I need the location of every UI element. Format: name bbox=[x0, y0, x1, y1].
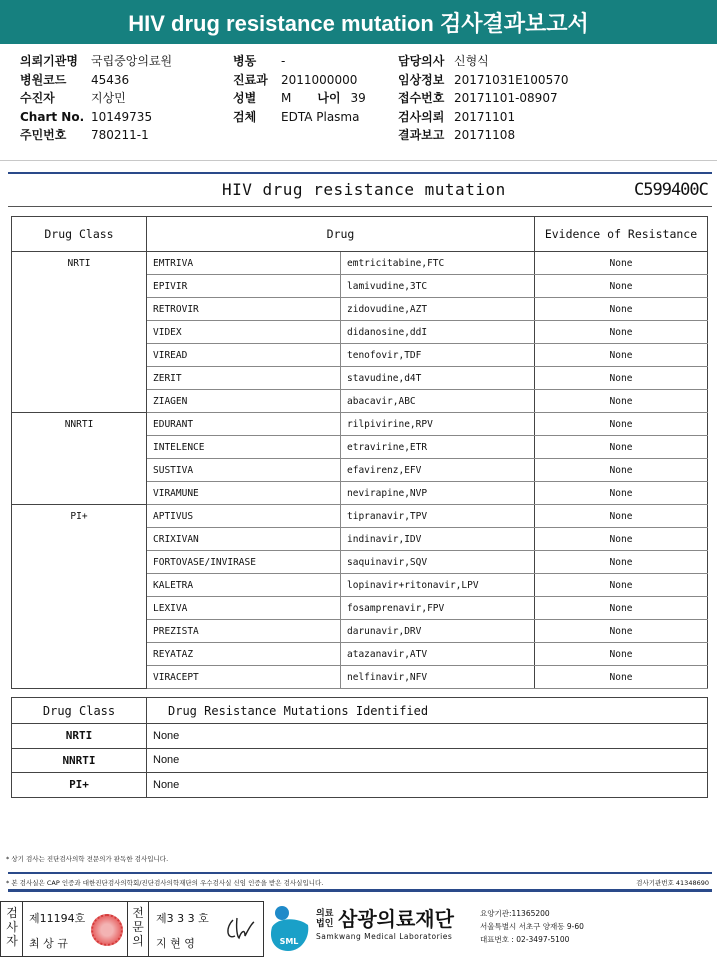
info-label: 임상정보 bbox=[398, 72, 445, 87]
brand-name-cell: INTELENCE bbox=[147, 436, 341, 459]
signer2-name: 지 현 영 bbox=[156, 937, 195, 950]
evidence-cell: None bbox=[535, 252, 708, 275]
evidence-cell: None bbox=[535, 482, 708, 505]
info-label: 접수번호 bbox=[398, 91, 445, 105]
info-row bbox=[398, 126, 568, 145]
table-row bbox=[12, 413, 708, 436]
evidence-cell: None bbox=[535, 620, 708, 643]
info-row bbox=[398, 89, 568, 108]
info-row bbox=[233, 71, 366, 90]
age-label: 나이 bbox=[317, 91, 341, 105]
signer1-role: 검사자 bbox=[6, 906, 18, 948]
mutations-header-class: Drug Class bbox=[12, 698, 147, 724]
report-title: HIV drug resistance mutation bbox=[222, 180, 506, 199]
evidence-cell: None bbox=[535, 551, 708, 574]
generic-name-cell: nevirapine,NVP bbox=[341, 482, 535, 505]
evidence-cell: None bbox=[535, 597, 708, 620]
signature-box bbox=[0, 901, 264, 957]
info-label: 성별 bbox=[233, 91, 257, 105]
brand-name-cell: EMTRIVA bbox=[147, 252, 341, 275]
org-name: 삼광의료재단 bbox=[338, 907, 454, 931]
info-label: 검사의뢰 bbox=[398, 109, 445, 124]
brand-name-cell: PREZISTA bbox=[147, 620, 341, 643]
brand-name-cell: EDURANT bbox=[147, 413, 341, 436]
generic-name-cell: lamivudine,3TC bbox=[341, 275, 535, 298]
drug-class-cell: PI+ bbox=[12, 505, 147, 689]
drug-class-cell: NNRTI bbox=[12, 413, 147, 505]
info-label: 검체 bbox=[233, 109, 257, 124]
generic-name-cell: efavirenz,EFV bbox=[341, 459, 535, 482]
generic-name-cell: emtricitabine,FTC bbox=[341, 252, 535, 275]
evidence-cell: None bbox=[535, 275, 708, 298]
table-row bbox=[12, 505, 708, 528]
generic-name-cell: abacavir,ABC bbox=[341, 390, 535, 413]
info-label: 수진자 bbox=[20, 91, 55, 105]
drug-class-cell: NRTI bbox=[12, 252, 147, 413]
report-header-title: HIV drug resistance mutation 검사결과보고서 bbox=[0, 0, 717, 44]
evidence-cell: None bbox=[535, 574, 708, 597]
mutations-header-identified: Drug Resistance Mutations Identified bbox=[147, 698, 708, 724]
org-phone: 대표번호 : 02-3497-5100 bbox=[480, 935, 570, 944]
signer1-license: 제11194호 bbox=[29, 912, 86, 925]
generic-name-cell: tenofovir,TDF bbox=[341, 344, 535, 367]
evidence-cell: None bbox=[535, 367, 708, 390]
handwritten-signature-icon bbox=[223, 914, 257, 944]
generic-name-cell: atazanavir,ATV bbox=[341, 643, 535, 666]
generic-name-cell: saquinavir,SQV bbox=[341, 551, 535, 574]
info-label: 주민번호 bbox=[20, 128, 67, 142]
patient-info-col2 bbox=[233, 52, 366, 126]
evidence-cell: None bbox=[535, 528, 708, 551]
footer-rule-2 bbox=[8, 889, 712, 892]
evidence-cell: None bbox=[535, 298, 708, 321]
info-row bbox=[233, 52, 366, 71]
info-row bbox=[398, 52, 568, 71]
brand-name-cell: KALETRA bbox=[147, 574, 341, 597]
info-value: 지상민 bbox=[91, 91, 126, 105]
info-label: 담당의사 bbox=[398, 54, 445, 68]
generic-name-cell: stavudine,d4T bbox=[341, 367, 535, 390]
evidence-cell: None bbox=[535, 321, 708, 344]
generic-name-cell: zidovudine,AZT bbox=[341, 298, 535, 321]
info-value: 2011000000 bbox=[281, 72, 358, 87]
generic-name-cell: tipranavir,TPV bbox=[341, 505, 535, 528]
info-label: Chart No. bbox=[20, 109, 85, 124]
generic-name-cell: darunavir,DRV bbox=[341, 620, 535, 643]
evidence-cell: None bbox=[535, 436, 708, 459]
mutation-result-cell: None bbox=[147, 773, 708, 798]
brand-name-cell: SUSTIVA bbox=[147, 459, 341, 482]
info-row bbox=[20, 126, 172, 145]
info-label: 병원코드 bbox=[20, 72, 67, 87]
brand-name-cell: VIDEX bbox=[147, 321, 341, 344]
generic-name-cell: didanosine,ddI bbox=[341, 321, 535, 344]
brand-name-cell: RETROVIR bbox=[147, 298, 341, 321]
header-evidence: Evidence of Resistance bbox=[535, 217, 708, 252]
brand-name-cell: VIRAMUNE bbox=[147, 482, 341, 505]
brand-name-cell: LEXIVA bbox=[147, 597, 341, 620]
evidence-cell: None bbox=[535, 413, 708, 436]
info-value: - bbox=[281, 54, 286, 68]
info-row bbox=[233, 108, 366, 127]
report-code: C599400C bbox=[634, 180, 708, 200]
info-value: 20171101 bbox=[454, 109, 516, 124]
info-label: 병동 bbox=[233, 54, 257, 68]
info-value: M bbox=[281, 91, 292, 105]
sml-logo-icon bbox=[268, 903, 312, 953]
report-top-rule bbox=[8, 172, 712, 174]
brand-name-cell: CRIXIVAN bbox=[147, 528, 341, 551]
brand-name-cell: ZIAGEN bbox=[147, 390, 341, 413]
signer1-name: 최 상 규 bbox=[29, 937, 68, 950]
signer2-license: 제3 3 3 호 bbox=[156, 912, 209, 925]
drug-resistance-table bbox=[11, 216, 708, 689]
table-row bbox=[12, 724, 708, 749]
info-row bbox=[398, 71, 568, 90]
info-row bbox=[20, 52, 172, 71]
table-row bbox=[12, 252, 708, 275]
org-facility-code: 요양기관:11365200 bbox=[480, 909, 550, 918]
brand-name-cell: VIRACEPT bbox=[147, 666, 341, 689]
evidence-cell: None bbox=[535, 459, 708, 482]
info-label: 진료과 bbox=[233, 72, 268, 87]
info-row bbox=[20, 89, 172, 108]
mutations-table bbox=[11, 697, 708, 798]
brand-name-cell: VIREAD bbox=[147, 344, 341, 367]
org-street-address: 서울특별시 서초구 양재동 9-60 bbox=[480, 922, 584, 931]
mutation-result-cell: None bbox=[147, 748, 708, 773]
info-value: EDTA Plasma bbox=[281, 109, 360, 124]
evidence-cell: None bbox=[535, 390, 708, 413]
info-label: 의뢰기관명 bbox=[20, 54, 78, 68]
info-row bbox=[20, 71, 172, 90]
header-separator bbox=[0, 160, 717, 161]
info-value: 20171031E100570 bbox=[454, 72, 569, 87]
generic-name-cell: etravirine,ETR bbox=[341, 436, 535, 459]
brand-name-cell: APTIVUS bbox=[147, 505, 341, 528]
evidence-cell: None bbox=[535, 505, 708, 528]
patient-info-col3 bbox=[398, 52, 568, 145]
info-value: 국립중앙의료원 bbox=[91, 54, 173, 68]
info-value: 신형식 bbox=[454, 54, 489, 68]
generic-name-cell: fosamprenavir,FPV bbox=[341, 597, 535, 620]
org-english-name: Samkwang Medical Laboratories bbox=[316, 932, 453, 941]
info-value: 10149735 bbox=[91, 109, 153, 124]
info-row bbox=[398, 108, 568, 127]
age-value: 39 bbox=[350, 91, 366, 105]
generic-name-cell: indinavir,IDV bbox=[341, 528, 535, 551]
header-drug-class: Drug Class bbox=[12, 217, 147, 252]
footer-note-2: * 본 검사실은 CAP 인증과 대한진단검사의학회/진단검사의학재단의 우수검사실 신임 인증을 받은 검사실입니다. bbox=[6, 879, 324, 887]
table-row bbox=[12, 773, 708, 798]
generic-name-cell: nelfinavir,NFV bbox=[341, 666, 535, 689]
mutation-class-cell: NNRTI bbox=[12, 748, 147, 773]
patient-info-col1 bbox=[20, 52, 172, 145]
footer-rule-1 bbox=[8, 872, 712, 874]
generic-name-cell: rilpivirine,RPV bbox=[341, 413, 535, 436]
info-value: 780211-1 bbox=[91, 128, 149, 142]
report-title-rule bbox=[8, 206, 712, 207]
info-value: 20171108 bbox=[454, 128, 516, 142]
header-drug: Drug bbox=[147, 217, 535, 252]
evidence-cell: None bbox=[535, 666, 708, 689]
info-row bbox=[20, 108, 172, 127]
lab-registration-number: 검사기관번호 41348690 bbox=[636, 879, 709, 887]
info-label: 결과보고 bbox=[398, 128, 445, 142]
brand-name-cell: REYATAZ bbox=[147, 643, 341, 666]
org-legal-type: 의료법인 bbox=[316, 909, 334, 929]
brand-name-cell: FORTOVASE/INVIRASE bbox=[147, 551, 341, 574]
generic-name-cell: lopinavir+ritonavir,LPV bbox=[341, 574, 535, 597]
mutation-class-cell: NRTI bbox=[12, 724, 147, 749]
org-address bbox=[480, 907, 584, 946]
info-value: 20171101-08907 bbox=[454, 91, 558, 105]
mutation-class-cell: PI+ bbox=[12, 773, 147, 798]
brand-name-cell: EPIVIR bbox=[147, 275, 341, 298]
table-row bbox=[12, 748, 708, 773]
signer2-role: 전문의 bbox=[132, 906, 144, 948]
official-seal-icon bbox=[91, 914, 123, 946]
brand-name-cell: ZERIT bbox=[147, 367, 341, 390]
logo-text: SML bbox=[279, 937, 299, 946]
evidence-cell: None bbox=[535, 344, 708, 367]
info-row bbox=[233, 89, 366, 108]
evidence-cell: None bbox=[535, 643, 708, 666]
mutation-result-cell: None bbox=[147, 724, 708, 749]
info-value: 45436 bbox=[91, 72, 130, 87]
footer-note-1: * 상기 검사는 진단검사의학 전문의가 판독한 검사입니다. bbox=[6, 855, 169, 863]
